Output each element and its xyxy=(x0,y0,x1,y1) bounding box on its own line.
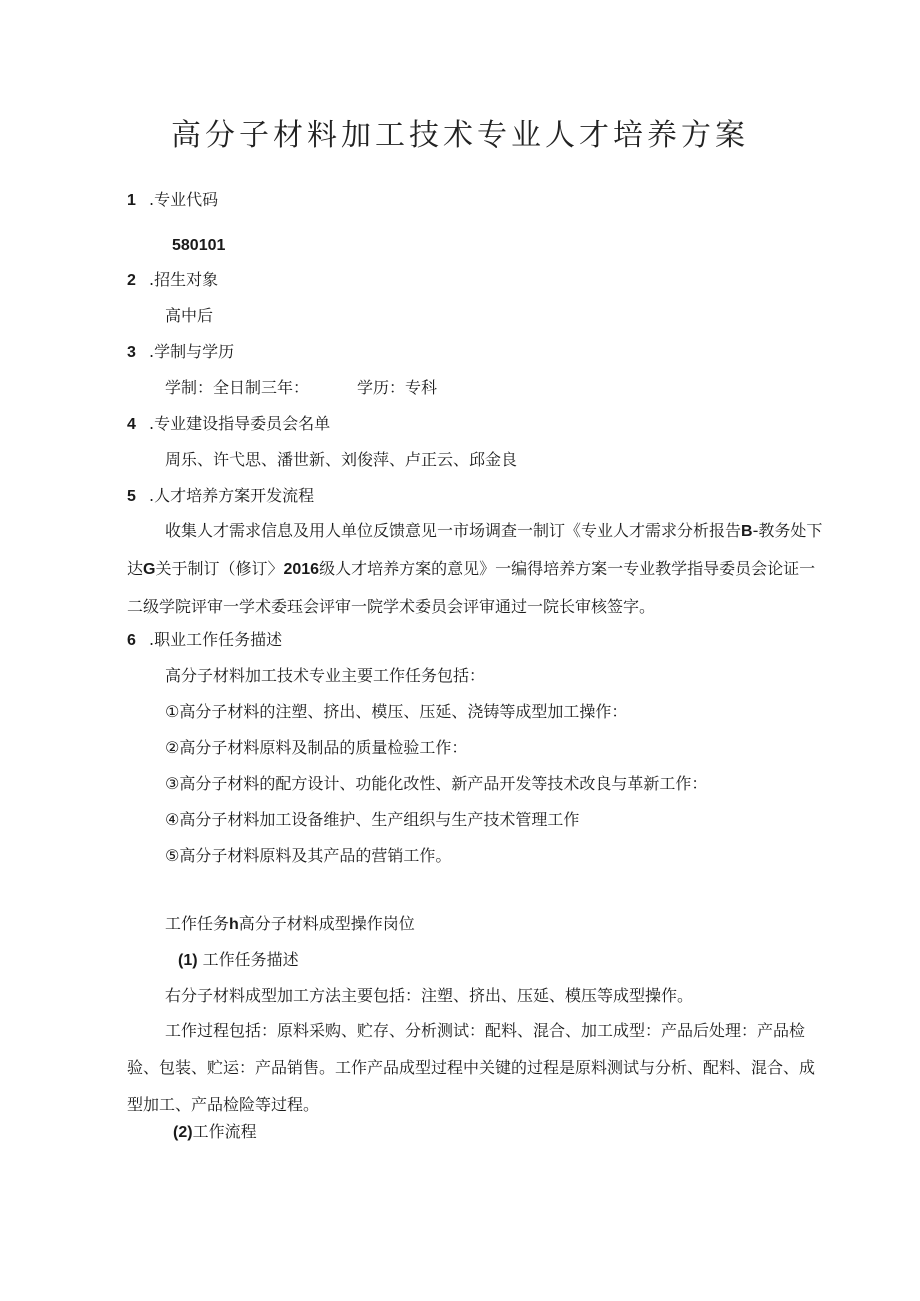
degree-level: 学历：专科 xyxy=(357,378,438,397)
section-number: 6 xyxy=(127,632,136,649)
process-text: 关于制订（修订〉 xyxy=(155,559,284,578)
page-title: 高分子材料加工技术专业人才培养方案 xyxy=(171,118,749,153)
enrollment-target: 高中后 xyxy=(165,306,214,325)
task-item: ①高分子材料的注塑、挤出、模压、压延、浇铸等成型加工操作： xyxy=(165,702,628,721)
section-number: 5 xyxy=(127,488,136,505)
subsection-title: 工作流程 xyxy=(192,1122,257,1141)
section-6-heading xyxy=(127,630,282,651)
section-number: 1 xyxy=(127,192,136,209)
process-text: 级人才培养方案的意见》一编得培养方案一专业教学指导委员会论证一二级学院评审一学术委珏会评审一院学术委员会评审通过一院长审核签字。 xyxy=(127,559,816,616)
section-title: .职业工作任务描述 xyxy=(149,630,283,649)
section-3-heading xyxy=(127,342,234,363)
work-process-paragraph: 工作过程包括：原料采购、贮存、分析测试：配料、混合、加工成型：产品后处理：产品检验、包装、贮运：产品销售。工作产品成型过程中关键的过程是原料测试与分析、配料、混合、成型加工、产品检险等过程。 xyxy=(127,1021,816,1114)
section-2-heading xyxy=(127,270,218,291)
study-duration: 学制：全日制三年： xyxy=(165,378,310,397)
task-intro: 高分子材料加工技术专业主要工作任务包括： xyxy=(165,666,486,685)
work-task-label: 工作任务 xyxy=(165,914,230,933)
task-item: ②高分子材料原料及制品的质量检验工作： xyxy=(165,738,468,757)
forming-methods-text: 右分子材料成型加工方法主要包括：注塑、挤出、压延、模压等成型操作。 xyxy=(165,986,694,1005)
subsection-number: (2) xyxy=(173,1124,193,1141)
work-task-marker: h xyxy=(229,916,239,933)
section-5-heading xyxy=(127,486,314,507)
process-text: 收集人才需求信息及用人单位反馈意见一市场调查一制订《专业人才需求分析报告 xyxy=(165,521,742,540)
section-number: 2 xyxy=(127,272,136,289)
subsection-title: 工作任务描述 xyxy=(202,950,299,969)
task-item: ⑤高分子材料原料及其产品的营销工作。 xyxy=(165,846,452,865)
major-code: 580101 xyxy=(172,237,226,254)
subsection-2-heading xyxy=(173,1122,257,1143)
section-number: 3 xyxy=(127,344,136,361)
section-4-heading xyxy=(127,414,330,435)
study-info xyxy=(165,378,437,398)
section-title: .专业代码 xyxy=(149,190,219,209)
section-title: .专业建设指导委员会名单 xyxy=(149,414,331,433)
work-task-title: 高分子材料成型操作岗位 xyxy=(238,914,415,933)
section-title: .学制与学历 xyxy=(149,342,235,361)
task-item: ④高分子材料加工设备维护、生产组织与生产技术管理工作 xyxy=(165,810,580,829)
section-title: .招生对象 xyxy=(149,270,219,289)
subsection-1-heading xyxy=(178,950,299,971)
section-number: 4 xyxy=(127,416,136,433)
section-1-heading xyxy=(127,190,218,211)
committee-members: 周乐、许弋思、潘世新、刘俊萍、卢正云、邱金良 xyxy=(165,450,518,469)
work-task-heading xyxy=(165,914,415,935)
process-text-bold: G xyxy=(143,561,156,578)
process-text-bold: 2016 xyxy=(283,561,320,578)
process-text-bold: B xyxy=(741,523,753,540)
subsection-number: (1) xyxy=(178,952,198,969)
task-item: ③高分子材料的配方设计、功能化改性、新产品开发等技术改良与革新工作： xyxy=(165,774,708,793)
process-text: -教务处下达 xyxy=(127,521,823,578)
development-process-paragraph xyxy=(127,512,827,625)
section-title: .人才培养方案开发流程 xyxy=(149,486,315,505)
